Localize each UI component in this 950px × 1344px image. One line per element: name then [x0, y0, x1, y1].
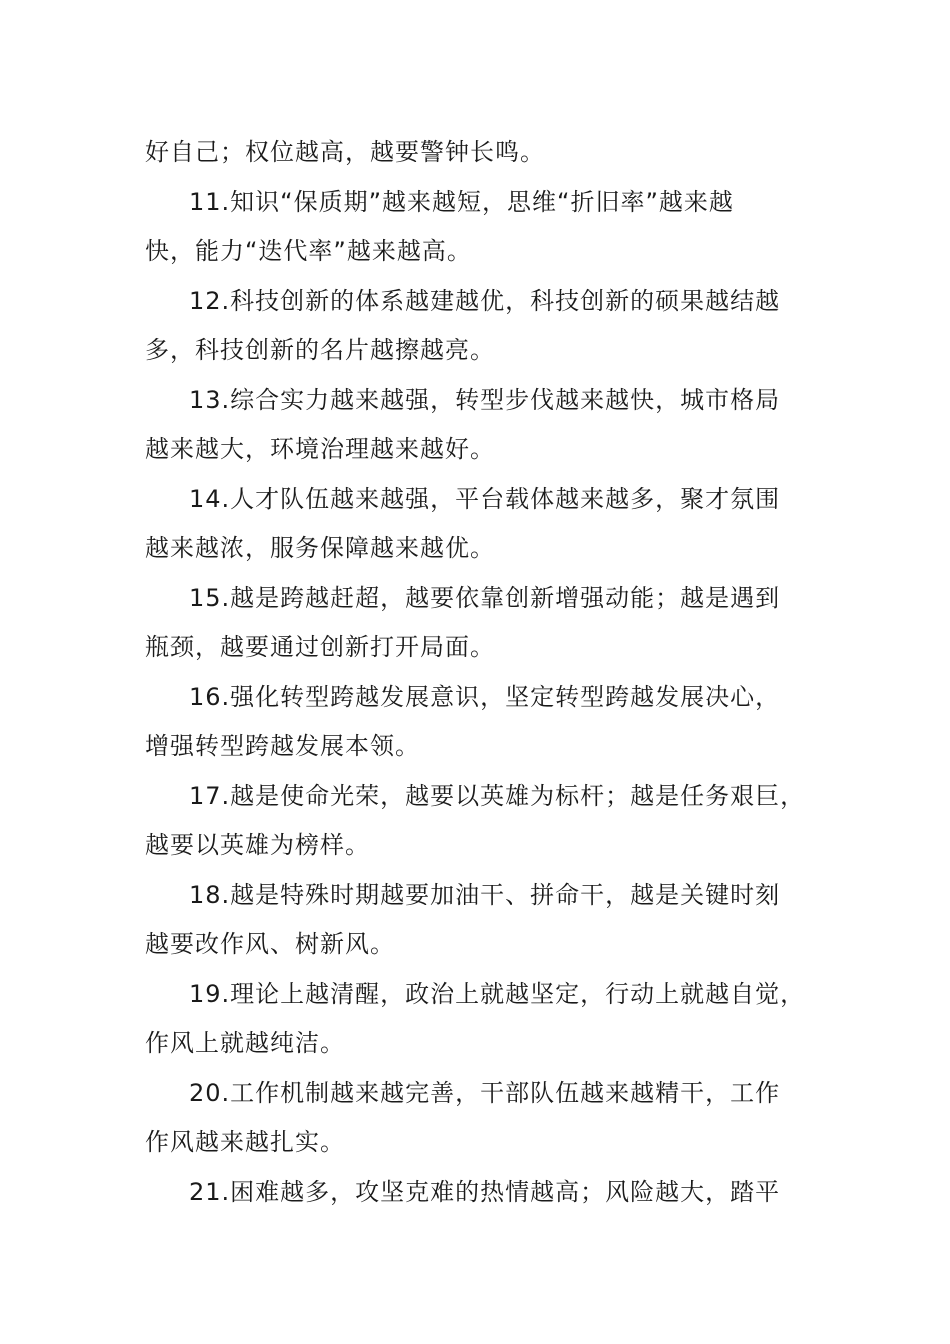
text-line: 19.理论上越清醒，政治上就越坚定，行动上就越自觉，: [189, 979, 806, 1008]
document-body: [145, 128, 825, 1217]
text-line: 16.强化转型跨越发展意识，坚定转型跨越发展决心，: [189, 682, 781, 711]
text-line: 13.综合实力越来越强，转型步伐越来越快，城市格局: [189, 385, 781, 414]
paragraph-0: [145, 128, 825, 178]
text-line: 21.困难越多，攻坚克难的热情越高；风险越大，踏平: [189, 1177, 781, 1206]
text-line: 越来越浓，服务保障越来越优。: [145, 534, 495, 562]
text-line: 快，能力“迭代率”越来越高。: [145, 237, 472, 265]
text-line: 15.越是跨越赶超，越要依靠创新增强动能；越是遇到: [189, 583, 781, 612]
paragraph-21: [145, 1168, 825, 1218]
text-line: 越要改作风、树新风。: [145, 930, 395, 958]
text-line: 18.越是特殊时期越要加油干、拼命干，越是关键时刻: [189, 880, 781, 909]
paragraph-16: [145, 673, 825, 772]
paragraph-20: [145, 1069, 825, 1168]
text-line: 瓶颈，越要通过创新打开局面。: [145, 633, 495, 661]
text-line: 11.知识“保质期”越来越短，思维“折旧率”越来越: [189, 187, 734, 216]
text-line: 17.越是使命光荣，越要以英雄为标杆；越是任务艰巨，: [189, 781, 806, 810]
text-line: 12.科技创新的体系越建越优，科技创新的硕果越结越: [189, 286, 781, 315]
text-line: 作风越来越扎实。: [145, 1128, 345, 1156]
text-line: 多，科技创新的名片越擦越亮。: [145, 336, 495, 364]
paragraph-11: [145, 178, 825, 277]
paragraph-13: [145, 376, 825, 475]
text-line: 越要以英雄为榜样。: [145, 831, 370, 859]
paragraph-12: [145, 277, 825, 376]
paragraph-15: [145, 574, 825, 673]
paragraph-14: [145, 475, 825, 574]
paragraph-17: [145, 772, 825, 871]
text-line: 好自己；权位越高，越要警钟长鸣。: [145, 138, 545, 166]
paragraph-19: [145, 970, 825, 1069]
paragraph-18: [145, 871, 825, 970]
text-line: 20.工作机制越来越完善，干部队伍越来越精干，工作: [189, 1078, 781, 1107]
text-line: 14.人才队伍越来越强，平台载体越来越多，聚才氛围: [189, 484, 781, 513]
text-line: 越来越大，环境治理越来越好。: [145, 435, 495, 463]
text-line: 增强转型跨越发展本领。: [145, 732, 420, 760]
text-line: 作风上就越纯洁。: [145, 1029, 345, 1057]
